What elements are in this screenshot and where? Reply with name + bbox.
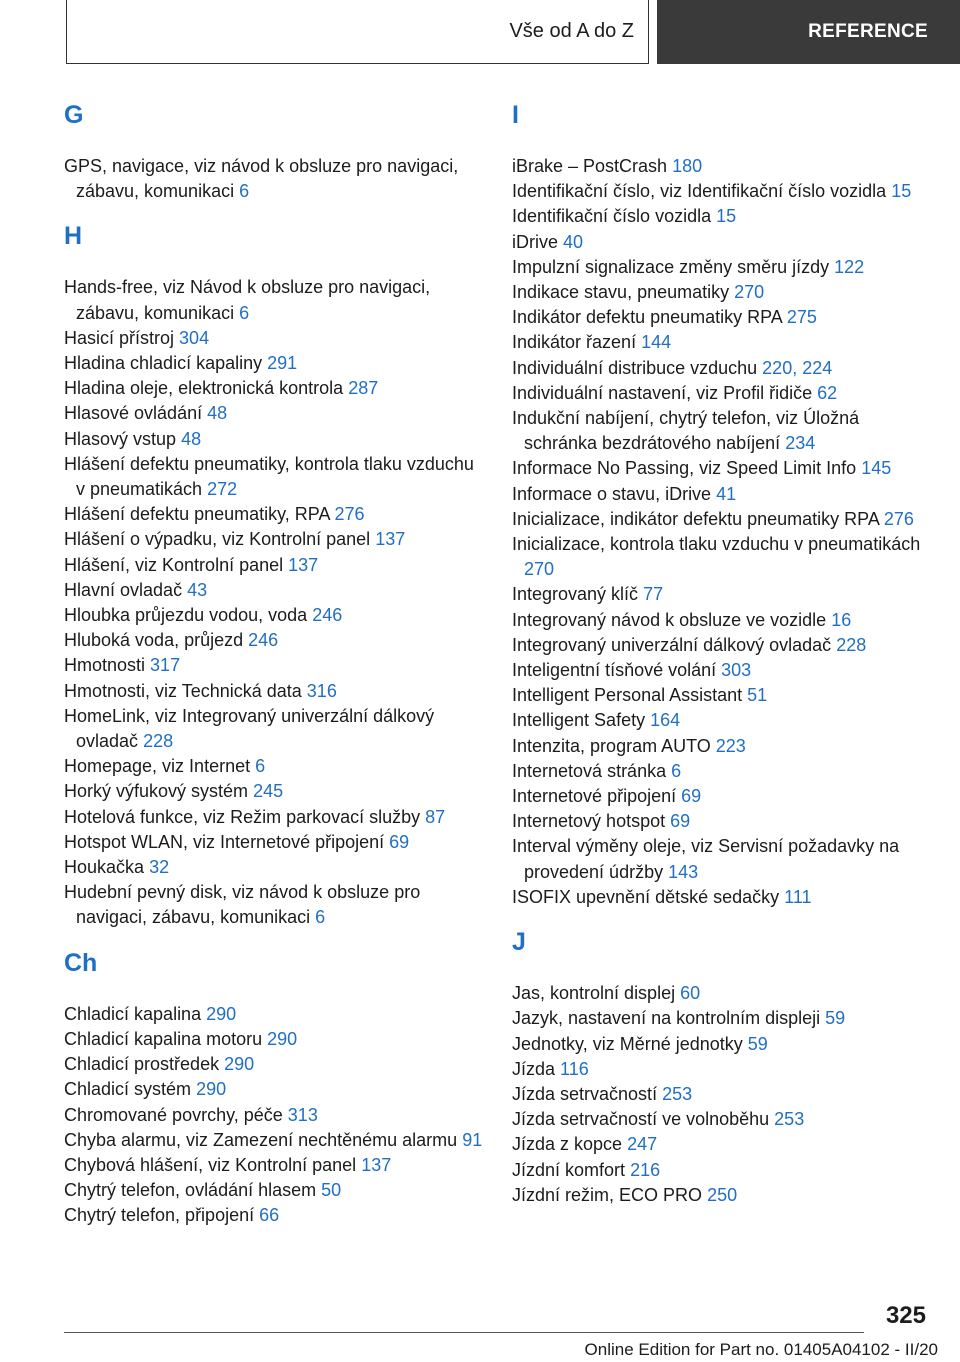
index-entry [64,376,484,401]
index-entry-page-link[interactable]: 15 [716,206,737,227]
index-entry [512,1132,932,1157]
index-entry [64,653,484,678]
index-entry-text: Identifikační číslo vozidla [512,206,712,227]
index-entry-text: Inteligentní tísňové volání [512,660,717,681]
index-entry-page-link[interactable]: 60 [680,983,701,1004]
index-entry [512,885,932,910]
index-entry [512,633,932,658]
index-entry-page-link[interactable]: 253 [662,1083,693,1104]
index-entry [64,275,484,325]
index-entry-page-link[interactable]: 111 [784,886,812,907]
index-entry [64,805,484,830]
index-entry [512,154,932,179]
index-entry [512,482,932,507]
index-entry-page-link[interactable]: 276 [334,504,365,525]
index-entry [512,305,932,330]
index-entry-text: Hlasové ovládání [64,403,203,424]
index-entry [512,179,932,204]
index-entry-text: Jazyk, nastavení na kontrolním displeji [512,1008,821,1029]
index-entry-page-link[interactable]: 143 [668,861,699,882]
index-entry-text: Hladina oleje, elektronická kontrola [64,378,344,399]
index-entry-text: Hlášení defektu pneumatiky, RPA [64,504,330,525]
index-entry [512,1158,932,1183]
index-entry [64,830,484,855]
index-entry-text: Hotspot WLAN, viz Internetové připojení [64,831,385,852]
index-entry-text: Intelligent Safety [512,710,646,731]
index-entry-page-link[interactable]: 303 [721,660,752,681]
index-entry-text: Hands-free, viz Návod k obsluze pro navigaci, zábavu, komunikaci [64,277,431,323]
section-letter-heading: Ch [64,948,98,977]
index-entry [512,406,932,456]
index-entry-page-link[interactable]: 6 [239,302,250,323]
index-entry [512,356,932,381]
index-entry-text: Hlavní ovladač [64,579,183,600]
index-entry [64,1002,484,1027]
index-entry-page-link[interactable]: 145 [861,458,892,479]
index-entry [64,527,484,552]
index-entry-page-link[interactable]: 6 [671,760,682,781]
index-entry [512,1032,932,1057]
index-entry [64,603,484,628]
index-entry-text: ISOFIX upevnění dětské sedačky [512,886,780,907]
index-entry [64,628,484,653]
index-entry-text: Hlášení, viz Kontrolní panel [64,554,284,575]
index-entry-page-link[interactable]: 253 [774,1109,805,1130]
index-entry-page-link[interactable]: 272 [207,479,238,500]
index-entry-text: Informace No Passing, viz Speed Limit Info [512,458,857,479]
index-entry-text: Jednotky, viz Měrné jednotky [512,1033,743,1054]
header-section-title-box [66,0,649,64]
index-entry [512,532,932,582]
index-entry [64,578,484,603]
header-reference-tab[interactable] [657,0,960,64]
index-entry-page-link[interactable]: 137 [361,1154,392,1175]
index-section [64,948,484,1229]
index-entry [64,427,484,452]
index-entry-text: Chladicí kapalina [64,1003,202,1024]
index-entry [64,880,484,930]
index-entry [64,855,484,880]
index-entry-page-link[interactable]: 317 [150,655,181,676]
index-entry-page-link[interactable]: 69 [389,831,410,852]
index-entry [512,834,932,884]
index-entry-text: Jízdní komfort [512,1159,626,1180]
index-entry-text: Hluboká voda, průjezd [64,630,244,651]
index-entry-text: Jízda setrvačností [512,1083,658,1104]
index-entry [64,1103,484,1128]
index-entry [512,1107,932,1132]
index-entry [512,507,932,532]
index-entry [512,734,932,759]
index-entry-text: Hlášení defektu pneumatiky, kontrola tlaku vzduchu v pneumatikách [64,453,474,500]
index-entry-page-link[interactable]: 91 [462,1129,483,1150]
index-entry-text: Chytrý telefon, ovládání hlasem [64,1180,317,1201]
index-entry-page-link[interactable]: 164 [650,710,681,731]
index-entry [512,981,932,1006]
index-entry [512,204,932,229]
index-section [512,100,932,910]
index-entry-page-link[interactable]: 6 [255,756,266,777]
index-entry-page-link[interactable]: 287 [348,378,379,399]
index-entry-page-link[interactable]: 270 [734,282,765,303]
index-entry [64,154,484,204]
index-entry-page-link[interactable]: 228 [143,731,174,752]
index-entry [64,1052,484,1077]
index-entry [512,330,932,355]
index-entry [64,401,484,426]
index-entry-page-link[interactable]: 270 [524,559,555,580]
index-entry-page-link[interactable]: 180 [672,156,703,176]
section-letter-heading: G [64,101,84,129]
index-entry-page-link[interactable]: 41 [716,483,737,504]
index-entry-text: Integrovaný návod k obsluze ve vozidle [512,609,827,630]
index-entry [512,658,932,683]
index-entry-page-link[interactable]: 290 [206,1003,237,1024]
index-entry-text: Integrovaný klíč [512,584,639,605]
index-entry [512,759,932,784]
index-entry [64,1128,484,1153]
index-entry-text: Jízda [512,1058,556,1079]
index-entry-text: Impulzní signalizace změny směru jízdy [512,256,830,277]
section-letter-heading: I [512,101,519,129]
section-letter-heading: H [64,222,83,251]
index-entry-page-link[interactable]: 290 [224,1054,255,1075]
index-entry-text: iDrive [512,231,559,252]
index-entry-page-link[interactable]: 245 [253,781,284,802]
index-entry-text: HomeLink, viz Integrovaný univerzální dálkový ovladač [64,705,435,752]
index-entry-text: Chladicí kapalina motoru [64,1028,263,1049]
index-entry-text: Jízda setrvačností ve volnoběhu [512,1109,770,1130]
header-section-title: Vše od A do Z [509,20,634,42]
index-entry-page-link[interactable]: 290 [267,1028,298,1049]
page-number: 325 [885,1302,926,1329]
index-entry-text: Chromované povrchy, péče [64,1104,283,1125]
index-entry [64,1027,484,1052]
index-entry-page-link[interactable]: 87 [425,806,446,827]
index-entry [512,582,932,607]
index-entry-page-link[interactable]: 313 [287,1104,318,1125]
index-entry-text: Internetový hotspot [512,811,666,832]
index-entry-page-link[interactable]: 220, 224 [762,357,833,378]
index-entry-page-link[interactable]: 48 [207,403,228,424]
index-entry-page-link[interactable]: 66 [259,1205,280,1226]
index-entry [64,351,484,376]
index-entry-text: Identifikační číslo, viz Identifikační číslo vozidla [512,181,887,202]
index-column-left [64,100,484,1246]
index-entry [512,280,932,305]
index-entry [512,1057,932,1082]
index-entry [64,1077,484,1102]
index-entry-page-link[interactable]: 32 [149,857,170,878]
index-entry-page-link[interactable]: 246 [248,630,279,651]
index-entry-page-link[interactable]: 16 [831,609,852,630]
index-section [512,927,932,1208]
index-entry [512,784,932,809]
index-entry [512,708,932,733]
index-entry-page-link[interactable]: 137 [288,554,319,575]
index-entry-text: Hloubka průjezdu vodou, voda [64,605,308,626]
index-entry-page-link[interactable]: 216 [630,1159,661,1180]
index-entry-text: Hlasový vstup [64,428,177,449]
index-entry-page-link[interactable]: 223 [715,735,746,756]
index-entry-text: Indikátor defektu pneumatiky RPA [512,307,782,328]
index-entry-page-link[interactable]: 50 [321,1180,342,1201]
index-entry-text: Individuální nastavení, viz Profil řidiče [512,382,813,403]
index-entry-text: Interval výměny oleje, viz Servisní požadavky na provedení údržby [512,836,900,882]
index-entry-page-link[interactable]: 316 [306,680,337,701]
index-entry-text: Homepage, viz Internet [64,756,251,777]
index-entry-page-link[interactable]: 144 [641,332,672,353]
index-entry-text: Intelligent Personal Assistant [512,685,743,706]
index-entry-page-link[interactable]: 250 [707,1184,738,1205]
index-entry [64,779,484,804]
index-entry [512,1082,932,1107]
index-entry-page-link[interactable]: 290 [196,1079,227,1100]
index-entry [64,1203,484,1228]
header-tab-label: REFERENCE [808,21,928,42]
index-entry-page-link[interactable]: 6 [315,907,326,928]
index-entry [64,553,484,578]
index-entry-text: Hasicí přístroj [64,327,175,348]
index-entry-text: Indikátor řazení [512,332,637,353]
index-entry-text: Jízda z kopce [512,1134,623,1155]
index-entry-page-link[interactable]: 59 [825,1008,846,1029]
index-entry-page-link[interactable]: 276 [883,508,914,529]
index-entry-page-link[interactable]: 247 [627,1134,658,1155]
index-entry-page-link[interactable]: 15 [891,181,912,202]
index-entry [512,608,932,633]
index-entry [64,452,484,502]
index-entry [512,456,932,481]
index-entry-page-link[interactable]: 51 [747,685,768,706]
index-section [64,221,484,930]
index-entry-page-link[interactable]: 304 [179,327,210,348]
index-entry-page-link[interactable]: 234 [785,433,816,454]
index-entry-page-link[interactable]: 246 [312,605,343,626]
index-entry-text: Houkačka [64,857,145,878]
index-entry-text: Chyba alarmu, viz Zamezení nechtěnému alarmu [64,1129,458,1150]
footer-edition-text [585,1340,938,1360]
index-entry-page-link[interactable]: 228 [836,634,867,655]
index-entry [512,683,932,708]
index-entry [64,1178,484,1203]
index-entry [512,381,932,406]
index-entry-page-link[interactable]: 48 [181,428,202,449]
index-entry [64,754,484,779]
index-entry-page-link[interactable]: 43 [187,579,208,600]
index-entry [64,679,484,704]
index-entry [512,255,932,280]
index-entry-text: Chladicí prostředek [64,1054,220,1075]
index-entry [512,809,932,834]
index-entry [512,1183,932,1208]
index-entry-text: iBrake – PostCrash [512,156,668,176]
index-entry-page-link[interactable]: 40 [563,231,584,252]
footer-edition-label: Online Edition for Part no. 01405A04102 - II/20 [584,1340,938,1359]
index-entry-page-link[interactable]: 291 [267,353,298,374]
index-entry-text: Horký výfukový systém [64,781,249,802]
index-entry-text: Chladicí systém [64,1079,192,1100]
index-entry-page-link[interactable]: 62 [817,382,838,403]
index-entry-text: Indikace stavu, pneumatiky [512,282,730,303]
index-entry-text: Chybová hlášení, viz Kontrolní panel [64,1154,357,1175]
footer-divider [64,1332,864,1333]
index-entry-text: Hlášení o výpadku, viz Kontrolní panel [64,529,371,550]
index-entry-text: Hmotnosti [64,655,146,676]
section-letter-heading: J [512,928,526,957]
index-entry-text: Hmotnosti, viz Technická data [64,680,302,701]
index-entry [64,502,484,527]
index-entry-text: Integrovaný univerzální dálkový ovladač [512,634,832,655]
index-entry-text: Chytrý telefon, připojení [64,1205,255,1226]
index-entry-text: Individuální distribuce vzduchu [512,357,758,378]
index-entry-text: Internetová stránka [512,760,667,781]
index-entry-page-link[interactable]: 69 [681,786,702,807]
index-entry [64,1153,484,1178]
index-entry [512,1006,932,1031]
index-entry-page-link[interactable]: 116 [560,1058,589,1079]
index-entry-text: GPS, navigace, viz návod k obsluze pro navigaci, zábavu, komunikaci [64,156,459,202]
index-entry-text: Inicializace, kontrola tlaku vzduchu v pneumatikách [512,534,921,555]
index-entry-text: Internetové připojení [512,786,677,807]
index-entry-text: Hudební pevný disk, viz návod k obsluze pro navigaci, zábavu, komunikaci [64,882,421,928]
index-entry-text: Indukční nabíjení, chytrý telefon, viz Úložná schránka bezdrátového nabíjení [512,408,860,454]
index-entry [64,326,484,351]
index-entry-page-link[interactable]: 275 [786,307,817,328]
index-entry-page-link[interactable]: 69 [670,811,691,832]
index-entry-text: Intenzita, program AUTO [512,735,711,756]
index-entry-text: Informace o stavu, iDrive [512,483,712,504]
index-entry-page-link[interactable]: 122 [834,256,865,277]
index-column-right [512,100,932,1225]
index-entry-text: Hotelová funkce, viz Režim parkovací služby [64,806,421,827]
index-entry-page-link[interactable]: 59 [747,1033,768,1054]
index-entry-page-link[interactable]: 137 [375,529,406,550]
index-entry-page-link[interactable]: 77 [643,584,664,605]
index-entry [512,230,932,255]
index-section [64,100,484,204]
index-entry-text: Jízdní režim, ECO PRO [512,1184,703,1205]
index-entry-page-link[interactable]: 6 [239,181,250,202]
index-entry-text: Jas, kontrolní displej [512,983,676,1004]
index-entry [64,704,484,754]
index-entry-text: Inicializace, indikátor defektu pneumatiky RPA [512,508,879,529]
index-entry-text: Hladina chladicí kapaliny [64,353,263,374]
